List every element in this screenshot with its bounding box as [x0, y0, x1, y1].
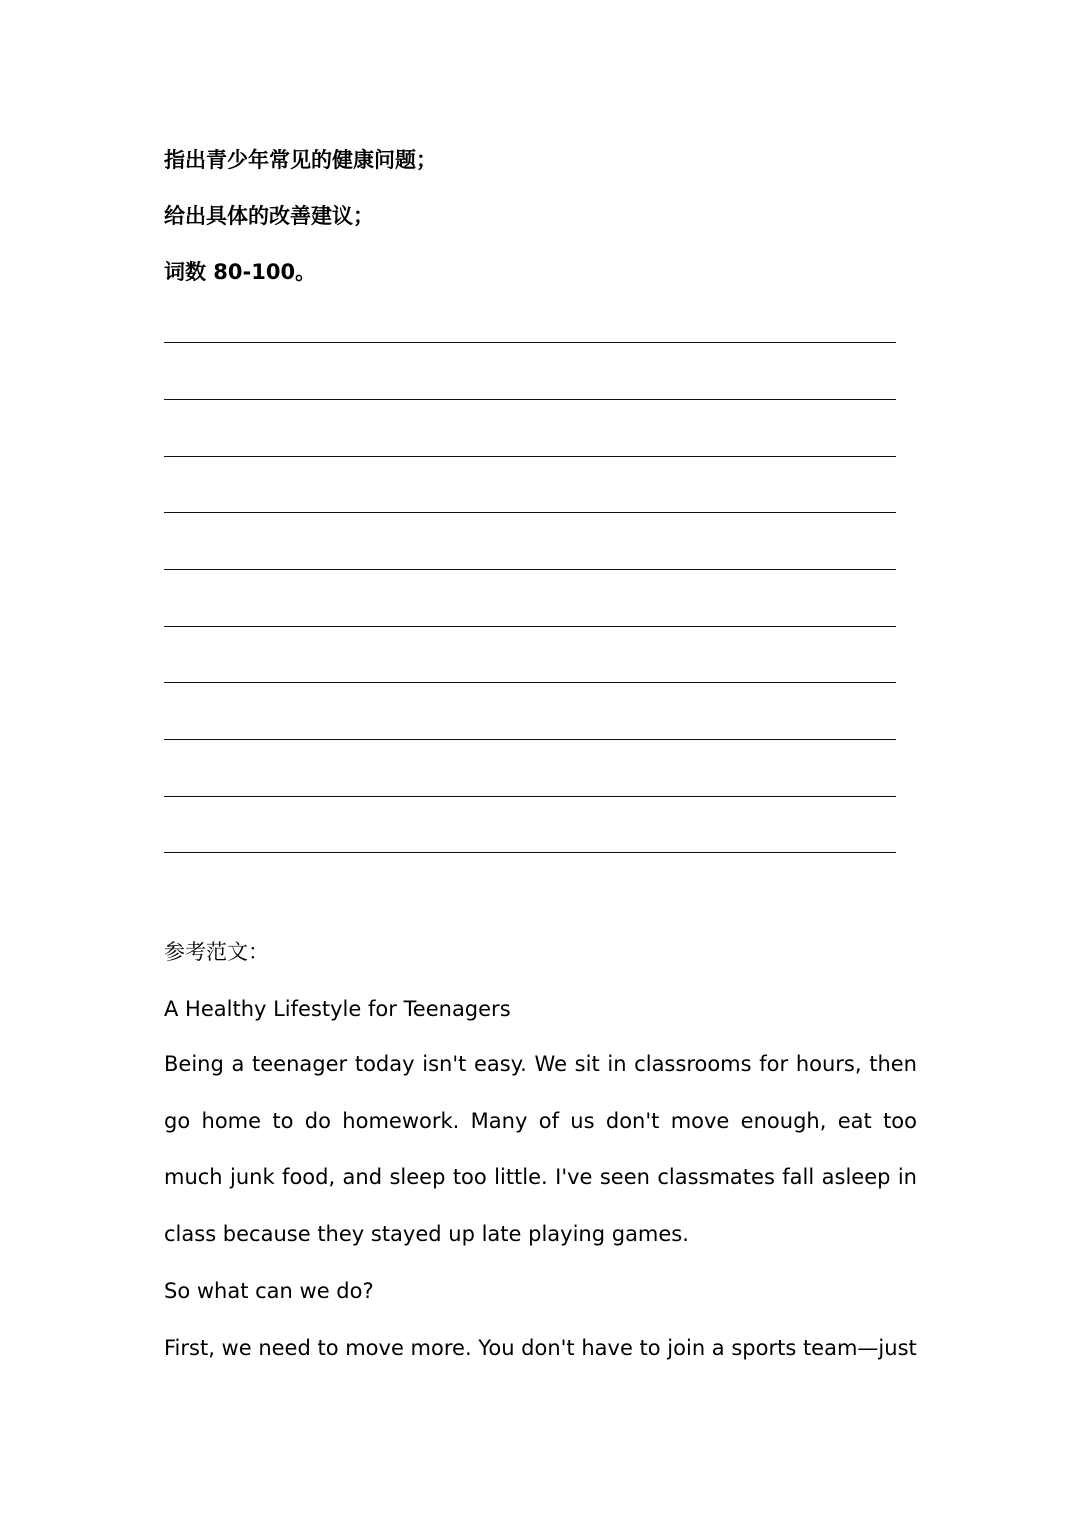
answer-line[interactable]: [164, 456, 896, 457]
requirement-3: 词数 80-100。: [164, 260, 317, 284]
answer-line[interactable]: [164, 796, 896, 797]
sample-essay-label: 参考范文：: [164, 940, 269, 964]
requirement-1: 指出青少年常见的健康问题；: [164, 148, 437, 172]
answer-line[interactable]: [164, 569, 896, 570]
answer-line[interactable]: [164, 852, 896, 853]
essay-paragraph: First, we need to move more. You don't have to join a sports team—just: [164, 1336, 917, 1360]
document-page: [164, 0, 917, 1527]
answer-line[interactable]: [164, 512, 896, 513]
requirement-2: 给出具体的改善建议；: [164, 204, 374, 228]
essay-paragraph: Being a teenager today isn't easy. We sit in classrooms for hours, then go home to do homework. Many of us don't move enough, eat too much junk food, and sleep too little. I've seen classmates fall asleep in class because they stayed up late playing games.: [164, 1052, 917, 1247]
answer-line[interactable]: [164, 342, 896, 343]
answer-line[interactable]: [164, 626, 896, 627]
essay-paragraph: So what can we do?: [164, 1279, 374, 1303]
answer-line[interactable]: [164, 682, 896, 683]
answer-line[interactable]: [164, 739, 896, 740]
essay-title: A Healthy Lifestyle for Teenagers: [164, 997, 511, 1021]
answer-line[interactable]: [164, 399, 896, 400]
